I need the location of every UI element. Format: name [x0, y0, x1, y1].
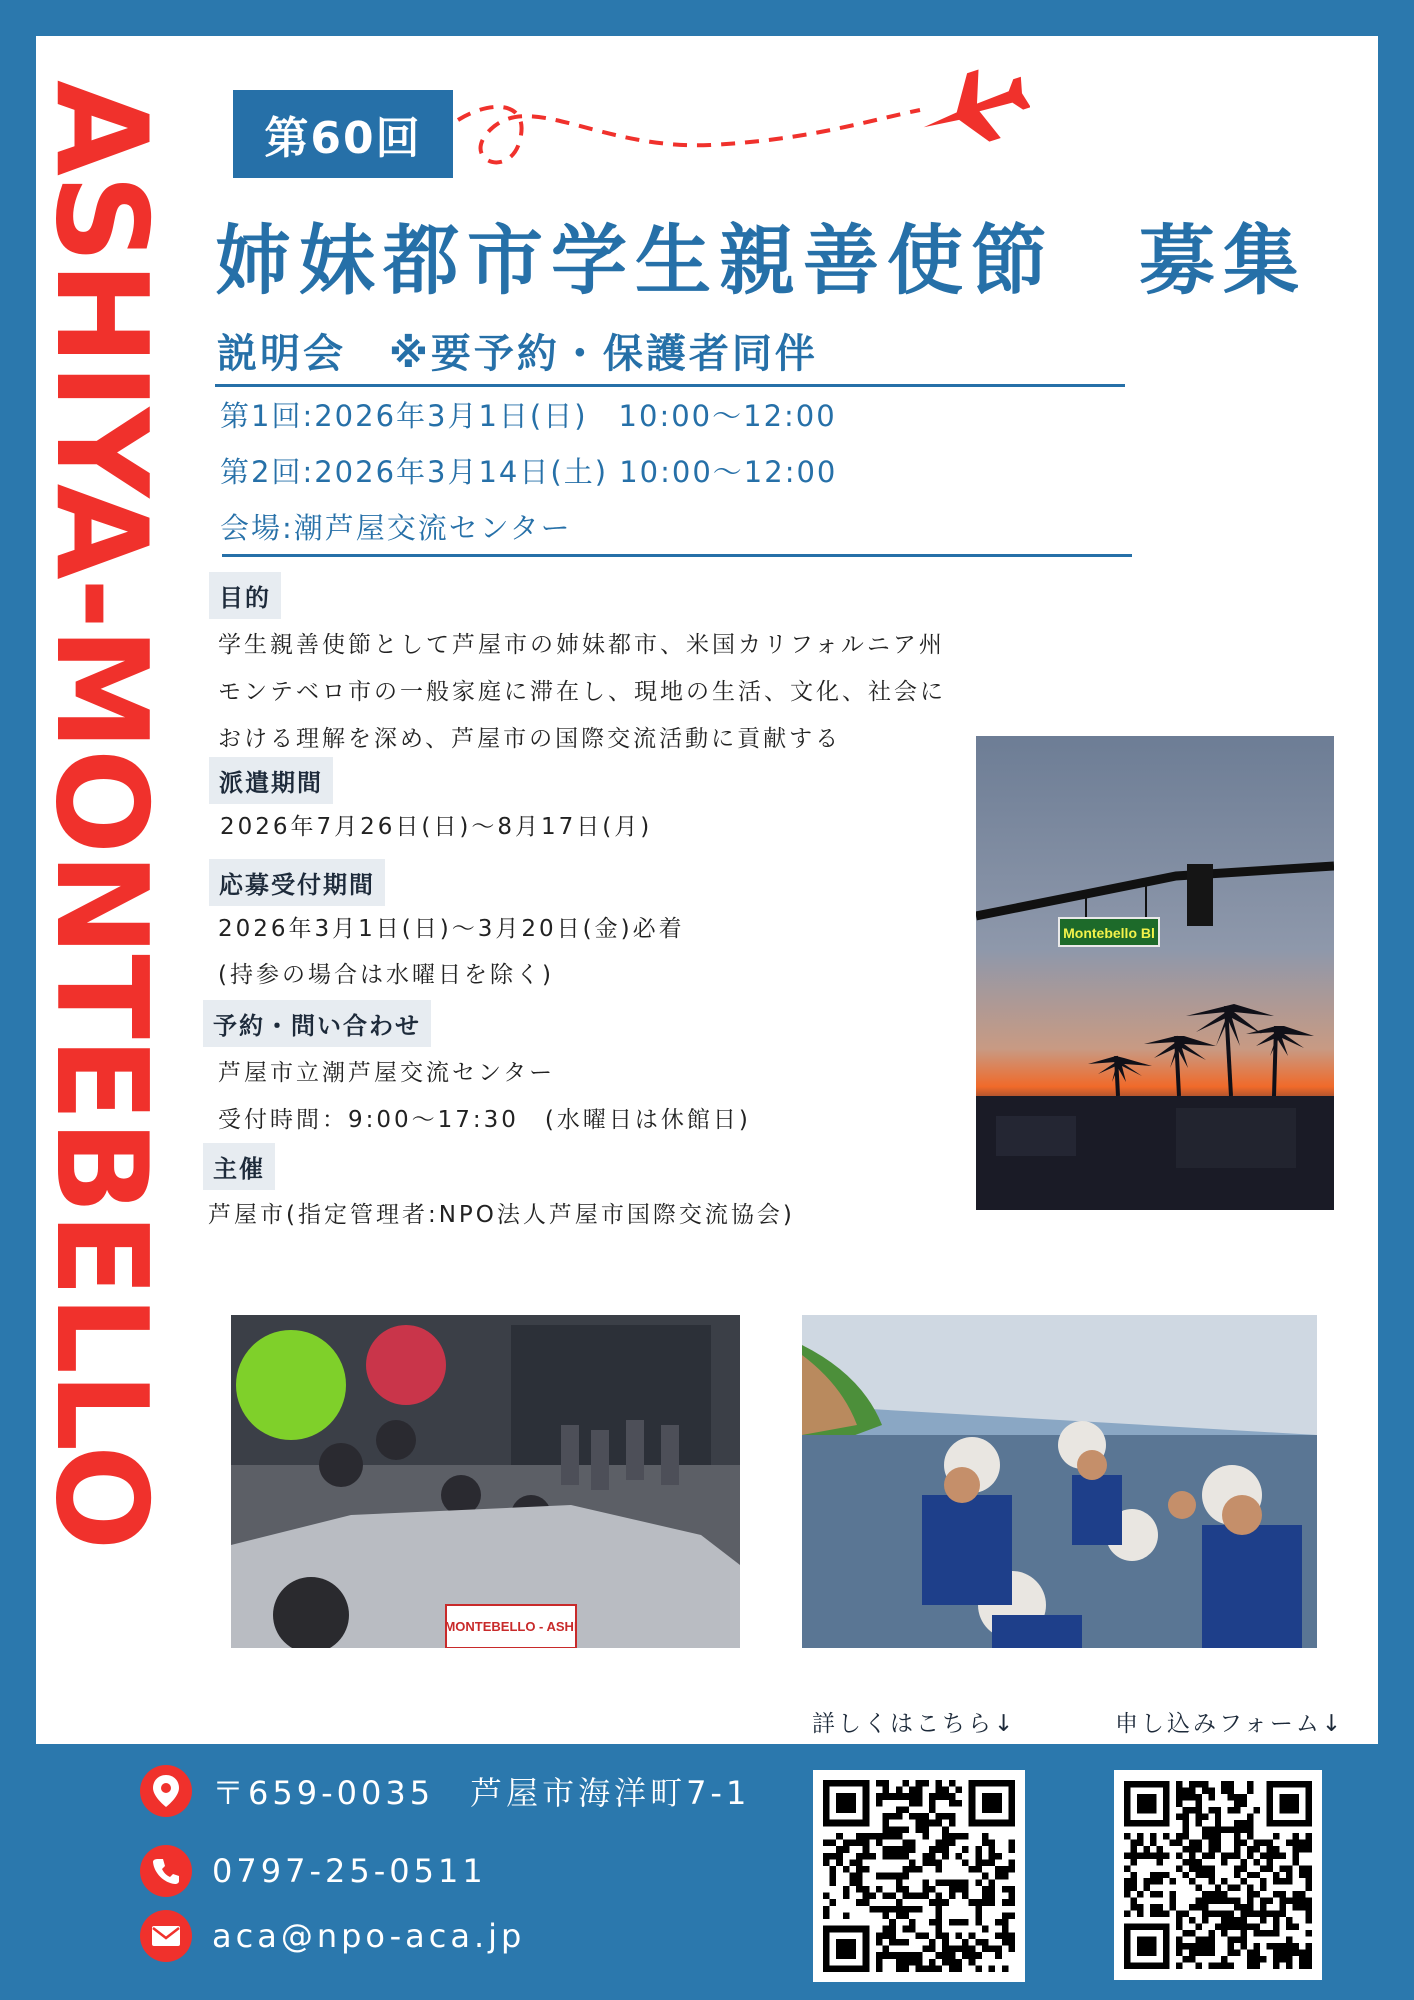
purpose-label: 目的 — [209, 572, 281, 619]
inquiry-label: 予約・問い合わせ — [203, 1000, 431, 1047]
purpose-line: おける理解を深め、芦屋市の国際交流活動に貢献する — [218, 726, 842, 752]
dispatch-period: 2026年7月26日(日)～8月17日(月) — [220, 814, 653, 840]
address: 〒659‐0035 芦屋市海洋町7-1 — [212, 1774, 751, 1812]
flight-path — [450, 60, 1030, 190]
envelope-icon — [140, 1910, 192, 1962]
organizer: 芦屋市(指定管理者:NPO法人芦屋市国際交流協会) — [208, 1202, 795, 1228]
email-address[interactable]: aca@npo-aca.jp — [212, 1917, 526, 1955]
venue: 会場:潮芦屋交流センター — [220, 511, 572, 545]
airplane-icon — [912, 60, 1030, 160]
application-label: 応募受付期間 — [209, 859, 385, 906]
phone-number[interactable]: 0797‐25‐0511 — [212, 1852, 487, 1890]
form-qr-code[interactable] — [1114, 1770, 1322, 1980]
location-pin-icon — [140, 1765, 192, 1817]
street-sign-text: Montebello Bl — [1063, 925, 1155, 941]
stadium-photo — [802, 1315, 1317, 1648]
inquiry-place: 芦屋市立潮芦屋交流センター — [218, 1060, 556, 1086]
dispatch-label: 派遣期間 — [209, 757, 333, 804]
divider — [222, 554, 1132, 557]
purpose-line: 学生親善使節として芦屋市の姉妹都市、米国カリフォルニア州 — [218, 632, 945, 658]
application-note: (持参の場合は水曜日を除く) — [218, 962, 554, 988]
vertical-banner: ASHIYA-MONTEBELLO — [28, 80, 175, 1549]
form-caption: 申し込みフォーム↓ — [1115, 1711, 1345, 1737]
parade-photo — [231, 1315, 740, 1648]
session-1: 第1回:2026年3月1日(日) 10:00～12:00 — [220, 399, 837, 433]
details-qr-code[interactable] — [813, 1770, 1025, 1982]
address-row — [140, 1765, 750, 1817]
edition-badge: 第60回 — [233, 90, 453, 178]
purpose-line: モンテベロ市の一般家庭に滞在し、現地の生活、文化、社会に — [218, 679, 946, 705]
inquiry-hours: 受付時間：9:00～17:30 (水曜日は休館日) — [218, 1107, 751, 1133]
sunset-photo — [976, 736, 1334, 1210]
session-2: 第2回:2026年3月14日(土) 10:00～12:00 — [220, 455, 838, 489]
phone-icon — [140, 1845, 192, 1897]
car-sign-text: MONTEBELLO - ASHI — [444, 1619, 578, 1634]
phone-row — [140, 1845, 487, 1897]
divider — [215, 384, 1125, 387]
details-caption: 詳しくはこちら↓ — [812, 1711, 1017, 1737]
page-title: 姉妹都市学生親善使節 募集 — [215, 216, 1307, 305]
briefing-heading: 説明会 ※要予約・保護者同伴 — [217, 331, 818, 377]
email-row — [140, 1910, 525, 1962]
application-period: 2026年3月1日(日)～3月20日(金)必着 — [218, 916, 685, 942]
organizer-label: 主催 — [203, 1143, 275, 1190]
